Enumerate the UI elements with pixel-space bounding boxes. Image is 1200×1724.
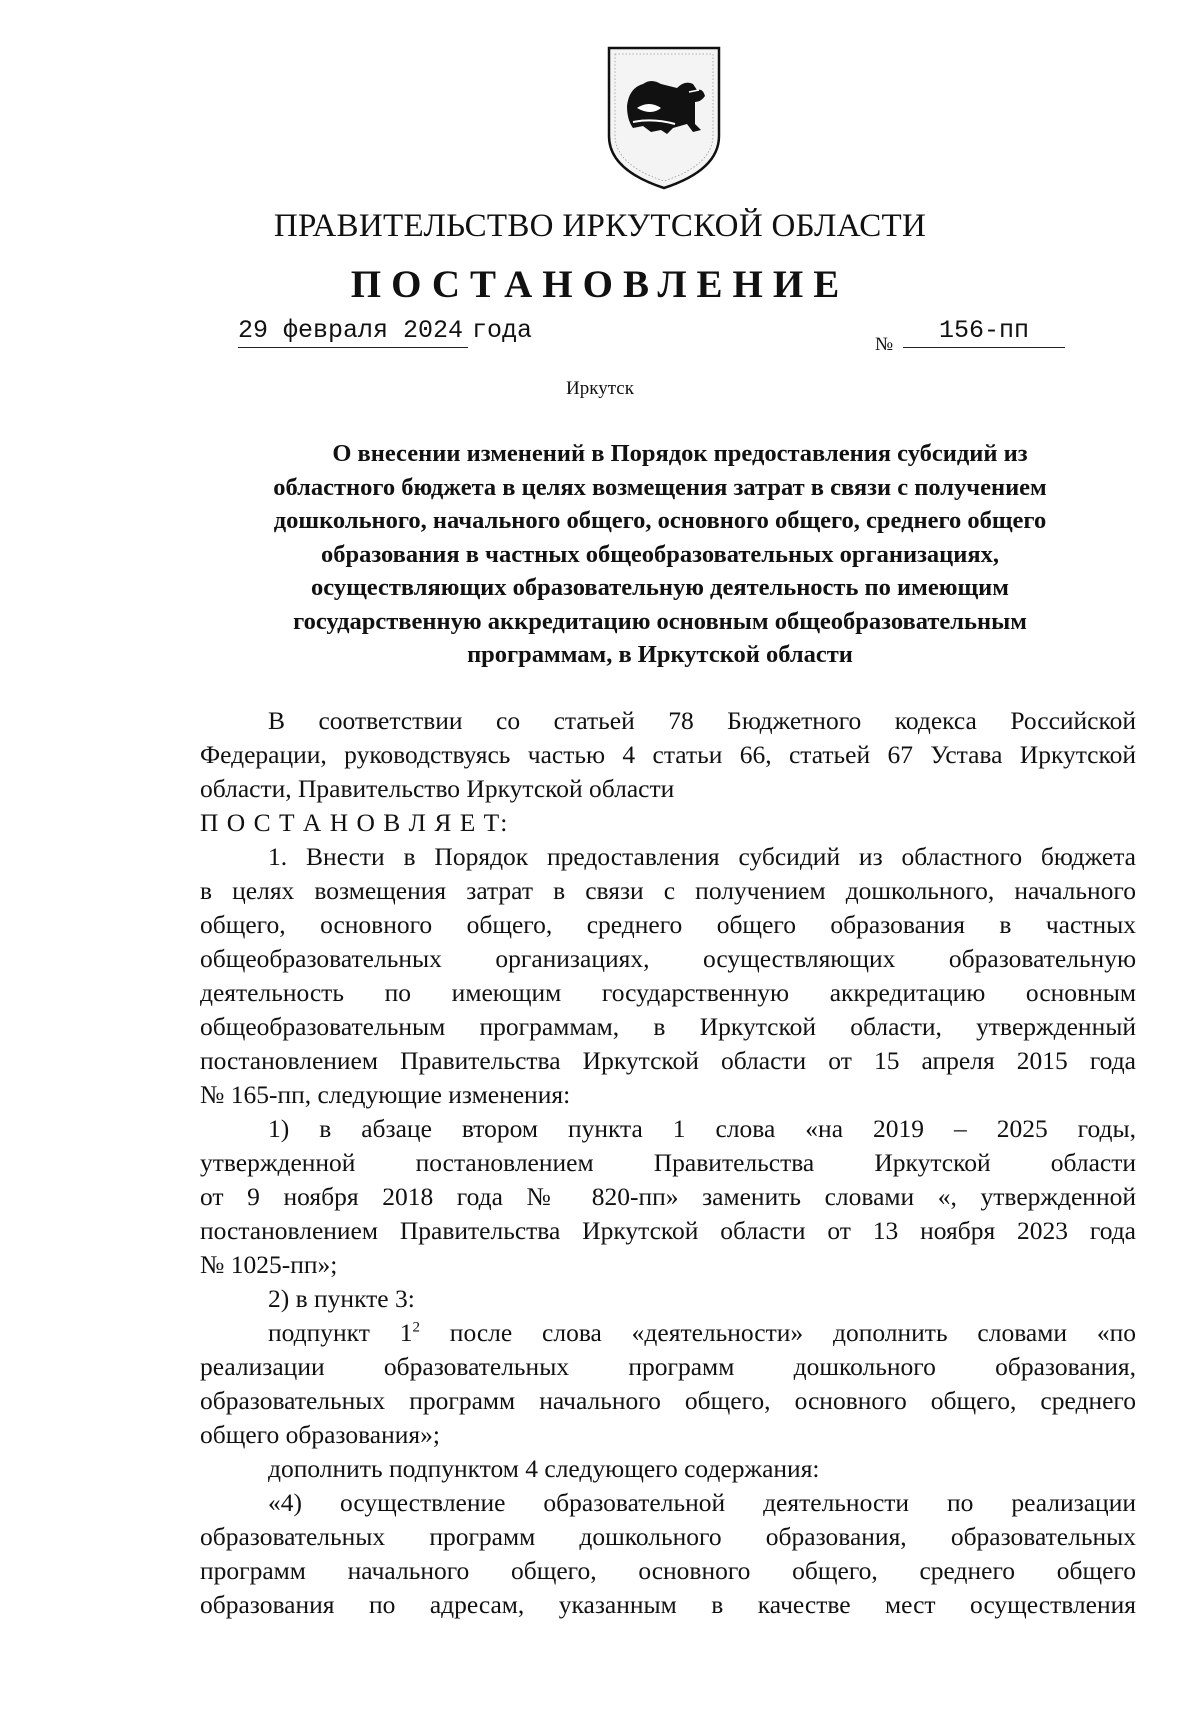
- title-line: образования в частных общеобразовательных организациях,: [320, 540, 1000, 568]
- body-line: Федерации, руководствуясь частью 4 статьи 66, статьей 67 Устава Иркутской: [200, 740, 1136, 769]
- city-name: Иркутск: [566, 378, 634, 399]
- body-text-part: подпункт 1: [268, 1318, 413, 1347]
- body-line: № 165-пп, следующие изменения:: [200, 1080, 571, 1109]
- body-line: от 9 ноября 2018 года № 820-пп» заменить словами «, утвержденной: [200, 1182, 1136, 1211]
- document-date-suffix: года: [472, 316, 533, 345]
- government-name: ПРАВИТЕЛЬСТВО ИРКУТСКОЙ ОБЛАСТИ: [273, 208, 927, 244]
- body-line: области, Правительство Иркутской области: [200, 774, 675, 803]
- irkutsk-coat-of-arms-icon: [603, 44, 725, 192]
- body-line: В соответствии со статьей 78 Бюджетного кодекса Российской: [268, 706, 1136, 735]
- body-line: общего образования»;: [200, 1420, 440, 1449]
- body-line: 1. Внести в Порядок предоставления субсидий из областного бюджета: [268, 842, 1136, 871]
- body-line: постановлением Правительства Иркутской области от 13 ноября 2023 года: [200, 1216, 1136, 1245]
- body-line: в целях возмещения затрат в связи с получением дошкольного, начального: [200, 876, 1136, 905]
- body-line: 2) в пункте 3:: [268, 1284, 415, 1313]
- document-title: [200, 437, 1120, 672]
- body-line: постановлением Правительства Иркутской области от 15 апреля 2015 года: [200, 1046, 1136, 1075]
- number-sign: №: [875, 334, 894, 355]
- title-line: дошкольного, начального общего, основного общего, среднего общего: [273, 507, 1047, 534]
- body-line: образовательных программ начального общего, основного общего, среднего: [200, 1386, 1136, 1415]
- title-line: О внесении изменений в Порядок предоставления субсидий из: [332, 440, 1028, 467]
- body-line: «4) осуществление образовательной деятельности по реализации: [268, 1488, 1136, 1517]
- body-line: образования по адресам, указанным в качестве мест осуществления: [200, 1590, 1136, 1619]
- document-number: 156-пп: [903, 316, 1065, 348]
- body-line: 1) в абзаце втором пункта 1 слова «на 2019 – 2025 годы,: [268, 1114, 1136, 1143]
- body-line: П О С Т А Н О В Л Я Е Т:: [200, 808, 509, 837]
- document-date: 29 февраля 2024: [238, 316, 468, 348]
- body-line: образовательных программ дошкольного образования, образовательных: [200, 1522, 1136, 1551]
- body-line: общеобразовательным программам, в Иркутской области, утвержденный: [200, 1012, 1136, 1041]
- title-line: осуществляющих образовательную деятельность по имеющим: [311, 574, 1009, 601]
- body-line: общеобразовательных организациях, осуществляющих образовательную: [200, 944, 1136, 973]
- body-line: программ начального общего, основного общего, среднего общего: [200, 1556, 1136, 1585]
- body-text-part: после слова «деятельности» дополнить словами «по: [419, 1318, 1136, 1347]
- body-line: утвержденной постановлением Правительства Иркутской области: [200, 1148, 1136, 1177]
- title-line: государственную аккредитацию основным общеобразовательным: [293, 607, 1027, 635]
- body-line: общего, основного общего, среднего общего образования в частных: [200, 910, 1136, 939]
- body-line: реализации образовательных программ дошкольного образования,: [200, 1352, 1136, 1381]
- body-line: № 1025-пп»;: [200, 1250, 338, 1279]
- title-line: программам, в Иркутской области: [467, 641, 853, 668]
- superscript: 2: [412, 1319, 420, 1336]
- document-type: ПОСТАНОВЛЕНИЕ: [350, 263, 850, 306]
- body-line: деятельность по имеющим государственную аккредитацию основным: [200, 978, 1136, 1007]
- body-line: дополнить подпунктом 4 следующего содержания:: [268, 1454, 820, 1483]
- body-line: [268, 1316, 1136, 1350]
- title-line: областного бюджета в целях возмещения затрат в связи с получением: [273, 473, 1047, 501]
